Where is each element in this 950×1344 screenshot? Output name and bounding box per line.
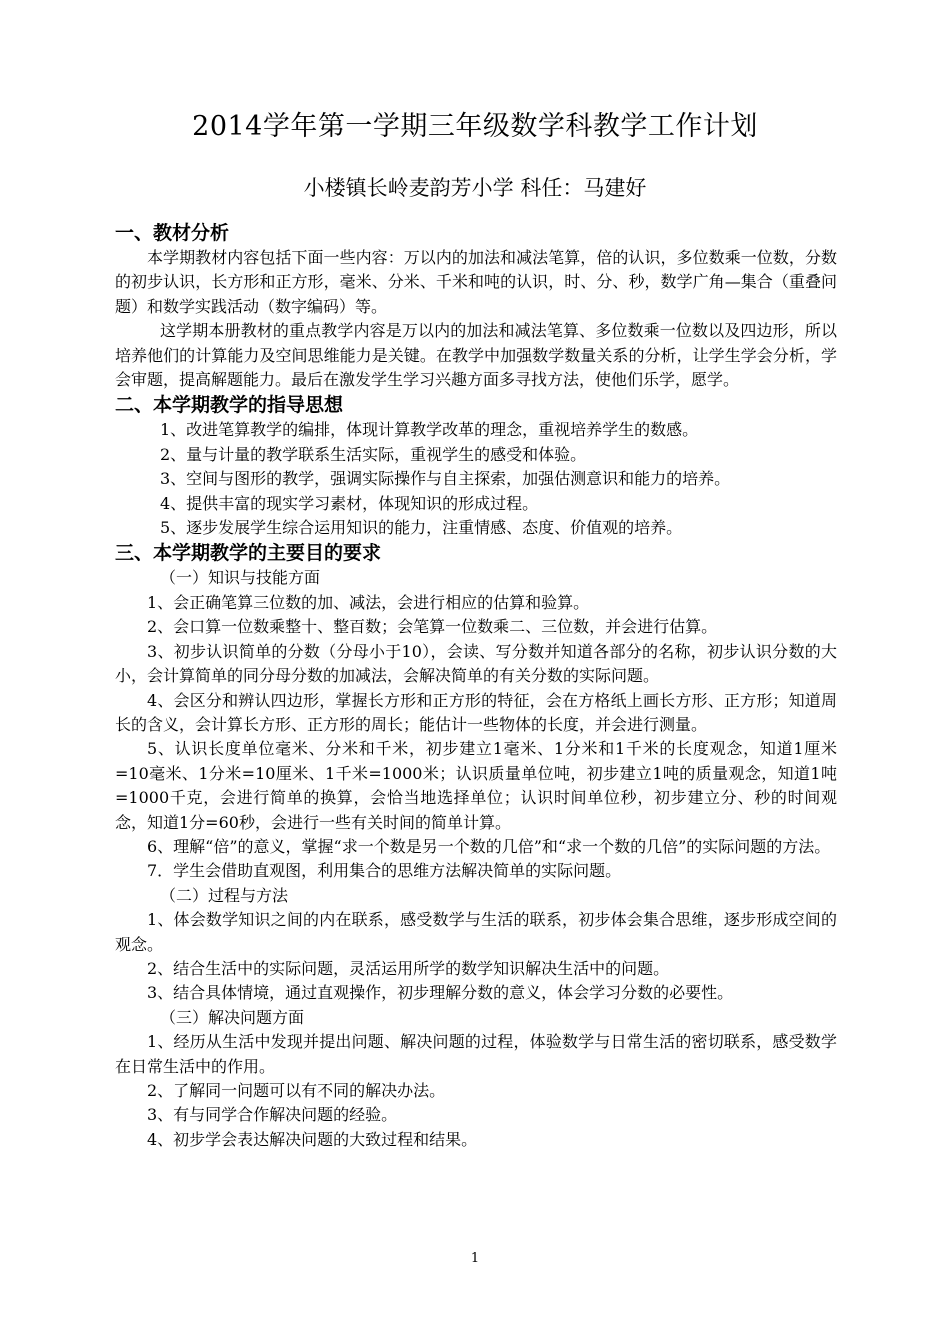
document-subtitle: 小楼镇长岭麦韵芳小学 科任：马建好: [303, 176, 647, 200]
list-item: 3、空间与图形的教学，强调实际操作与自主探索，加强估测意识和能力的培养。: [160, 469, 731, 489]
list-item: 2、量与计量的教学联系生活实际，重视学生的感受和体验。: [160, 444, 587, 464]
document-body: [115, 220, 837, 1152]
list-item: 1、会正确笔算三位数的加、减法，会进行相应的估算和验算。: [147, 592, 590, 612]
list-item: 7．学生会借助直观图，利用集合的思维方法解决简单的实际问题。: [147, 861, 622, 881]
subsection-heading: （二）过程与方法: [160, 885, 289, 905]
list-item: 5、逐步发展学生综合运用知识的能力，注重情感、态度、价值观的培养。: [160, 518, 683, 538]
list-item: 1、经历从生活中发现并提出问题、解决问题的过程，体验数学与日常生活的密切联系，感受数学在日常生活中的作用。: [115, 1032, 837, 1076]
list-item: 4、提供丰富的现实学习素材，体现知识的形成过程。: [160, 493, 539, 513]
list-item: 2、结合生活中的实际问题，灵活运用所学的数学知识解决生活中的问题。: [147, 958, 670, 978]
list-item: 5、认识长度单位毫米、分米和千米，初步建立1毫米、1分米和1千米的长度观念，知道1厘米=10毫米、1分米=10厘米、1千米=1000米；认识质量单位吨，初步建立1吨的质量观念，知道1吨=1000千克，会进行简单的换算，会恰当地选择单位；认识时间单位秒，初步建立分、秒的时间观念，知道1分=60秒，会进行一些有关时间的简单计算。: [115, 739, 837, 832]
list-item: 3、初步认识简单的分数（分母小于10），会读、写分数并知道各部分的名称，初步认识分数的大小，会计算简单的同分母分数的加减法，会解决简单的有关分数的实际问题。: [115, 641, 837, 686]
list-item: 4、初步学会表达解决问题的大致过程和结果。: [147, 1129, 478, 1149]
document-title: 2014学年第一学期三年级数学科教学工作计划: [192, 111, 758, 142]
list-item: 1、体会数学知识之间的内在联系，感受数学与生活的联系，初步体会集合思维，逐步形成空间的观念。: [115, 910, 837, 954]
list-item: 3、有与同学合作解决问题的经验。: [147, 1105, 398, 1125]
list-item: 2、了解同一问题可以有不同的解决办法。: [147, 1081, 446, 1100]
subsection-heading: （一）知识与技能方面: [160, 568, 321, 588]
section-heading-3: 三、本学期教学的主要目的要求: [115, 542, 382, 565]
paragraph: 本学期教材内容包括下面一些内容：万以内的加法和减法笔算，倍的认识，多位数乘一位数，分数的初步认识，长方形和正方形，毫米、分米、千米和吨的认识，时、分、秒，数学广角—集合（重叠问题）和数学实践活动（数字编码）等。: [115, 248, 837, 316]
section-heading-2: 二、本学期教学的指导思想: [115, 394, 344, 417]
list-item: 4、会区分和辨认四边形，掌握长方形和正方形的特征，会在方格纸上画长方形、正方形；知道周长的含义，会计算长方形、正方形的周长；能估计一些物体的长度，并会进行测量。: [115, 690, 837, 734]
subsection-heading: （三）解决问题方面: [160, 1007, 305, 1027]
list-item: 1、改进笔算教学的编排，体现计算教学改革的理念，重视培养学生的数感。: [160, 420, 699, 440]
paragraph: 这学期本册教材的重点教学内容是万以内的加法和减法笔算、多位数乘一位数以及四边形，所以培养他们的计算能力及空间思维能力是关键。在教学中加强数学数量关系的分析，让学生学会分析，学会审题，提高解题能力。最后在激发学生学习兴趣方面多寻找方法，使他们乐学，愿学。: [115, 321, 837, 390]
page-number: 1: [470, 1251, 480, 1266]
list-item: 2、会口算一位数乘整十、整百数；会笔算一位数乘二、三位数，并会进行估算。: [147, 617, 718, 637]
list-item: 3、结合具体情境，通过直观操作，初步理解分数的意义，体会学习分数的必要性。: [147, 983, 734, 1003]
list-item: 6、理解“倍”的意义，掌握“求一个数是另一个数的几倍”和“求一个数的几倍”的实际问题的方法。: [147, 836, 831, 856]
section-heading-1: 一、教材分析: [115, 222, 230, 244]
